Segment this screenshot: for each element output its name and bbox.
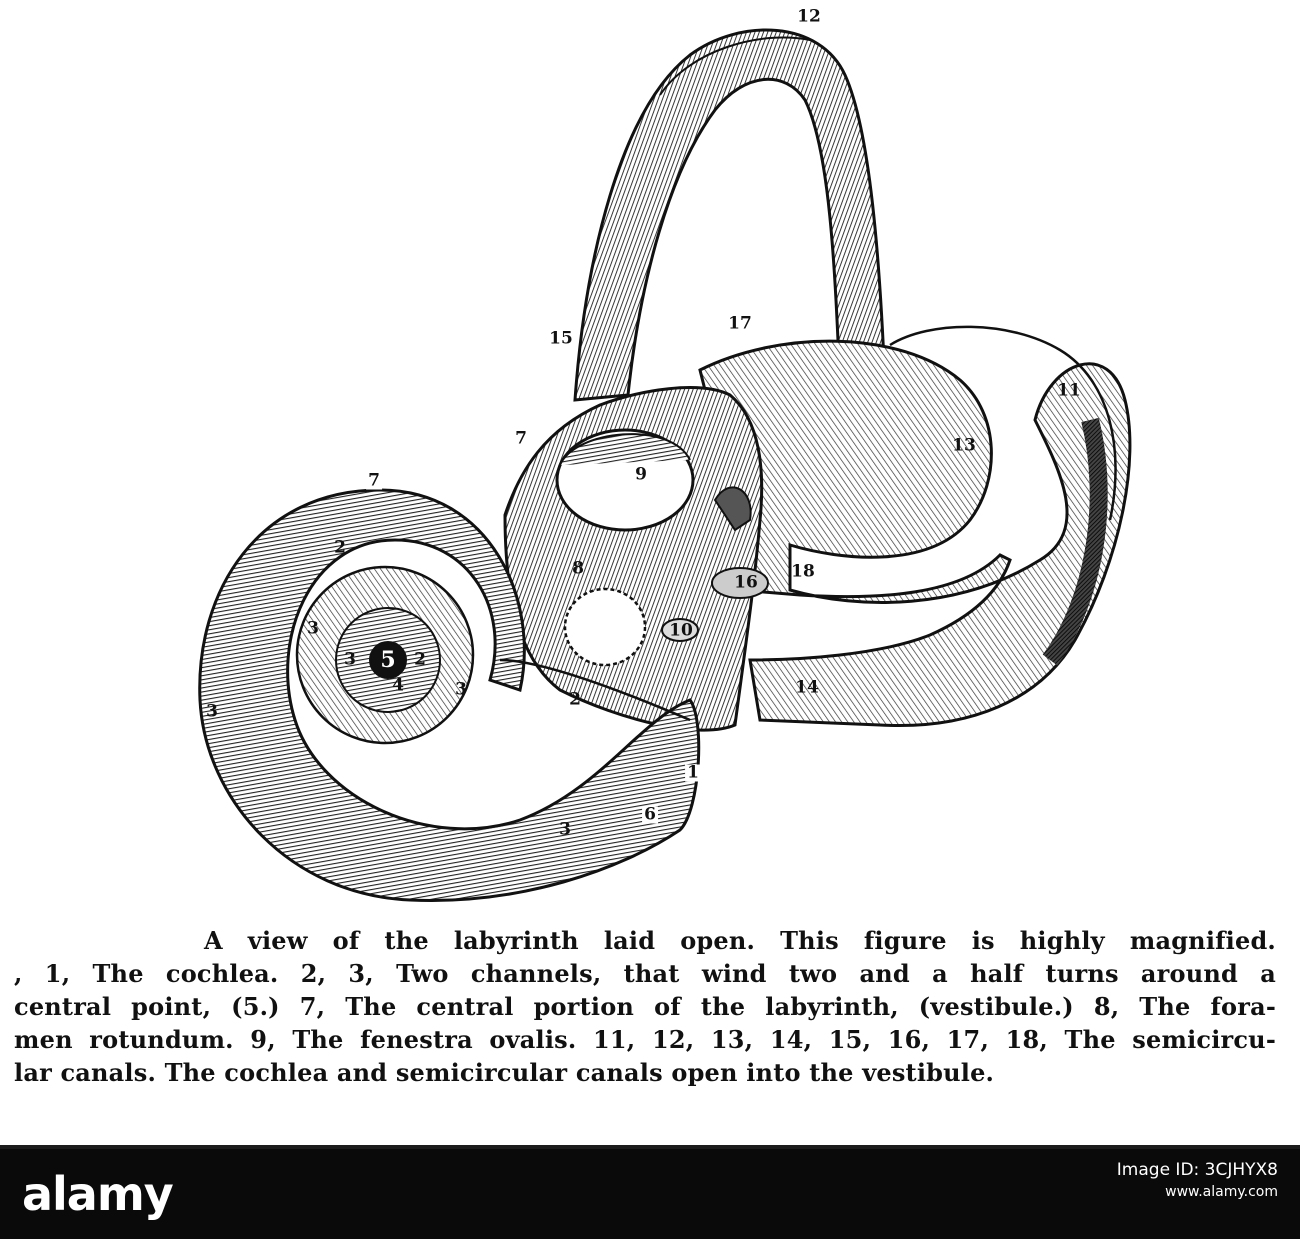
label-16: 16 [734, 572, 758, 593]
caption-line: A view of the labyrinth laid open. This figure is highly magnified. [204, 926, 1276, 955]
label-7-vestibule: 7 [515, 428, 527, 449]
label-4: 4 [392, 675, 404, 696]
label-11: 11 [1057, 380, 1081, 401]
vestibule [505, 388, 768, 731]
label-5: 5 [380, 647, 396, 673]
label-3-center: 3 [344, 649, 356, 670]
watermark-text [1117, 1159, 1278, 1203]
caption-line: lar canals. The cochlea and semicircular canals open into the vestibule. [14, 1058, 995, 1087]
label-1: 1 [687, 762, 699, 783]
alamy-logo: alamy [22, 1167, 173, 1221]
label-8: 8 [572, 558, 584, 579]
label-15: 15 [549, 328, 573, 349]
label-12: 12 [797, 6, 821, 27]
caption-line: central point, (5.) 7, The central portion of the labyrinth, (vestibule.) 8, The fora- [14, 992, 1276, 1021]
figure-caption [14, 924, 1276, 1089]
label-7-cochlea: 7 [368, 470, 380, 491]
label-2-outer: 2 [334, 537, 346, 558]
label-3-right: 3 [455, 679, 467, 700]
label-14: 14 [795, 677, 819, 698]
caption-line: , 1, The cochlea. 2, 3, Two channels, that wind two and a half turns around a [14, 959, 1276, 988]
label-3-left: 3 [206, 701, 218, 722]
label-9: 9 [635, 464, 647, 485]
site-url: www.alamy.com [1165, 1184, 1278, 1200]
label-18: 18 [791, 561, 815, 582]
image-id: Image ID: 3CJHYX8 [1116, 1160, 1278, 1180]
label-6: 6 [644, 804, 656, 825]
caption-line: men rotundum. 9, The fenestra ovalis. 11, 12, 13, 14, 15, 16, 17, 18, The semicircu- [14, 1025, 1276, 1054]
label-10: 10 [669, 620, 693, 641]
label-3-basal: 3 [559, 819, 571, 840]
label-17: 17 [728, 313, 752, 334]
footer-divider [0, 1145, 1300, 1149]
watermark-footer [0, 1145, 1300, 1239]
label-2-basal: 2 [569, 689, 581, 710]
label-2-inner: 2 [414, 649, 426, 670]
label-13: 13 [952, 435, 976, 456]
label-3-upper: 3 [307, 618, 319, 639]
